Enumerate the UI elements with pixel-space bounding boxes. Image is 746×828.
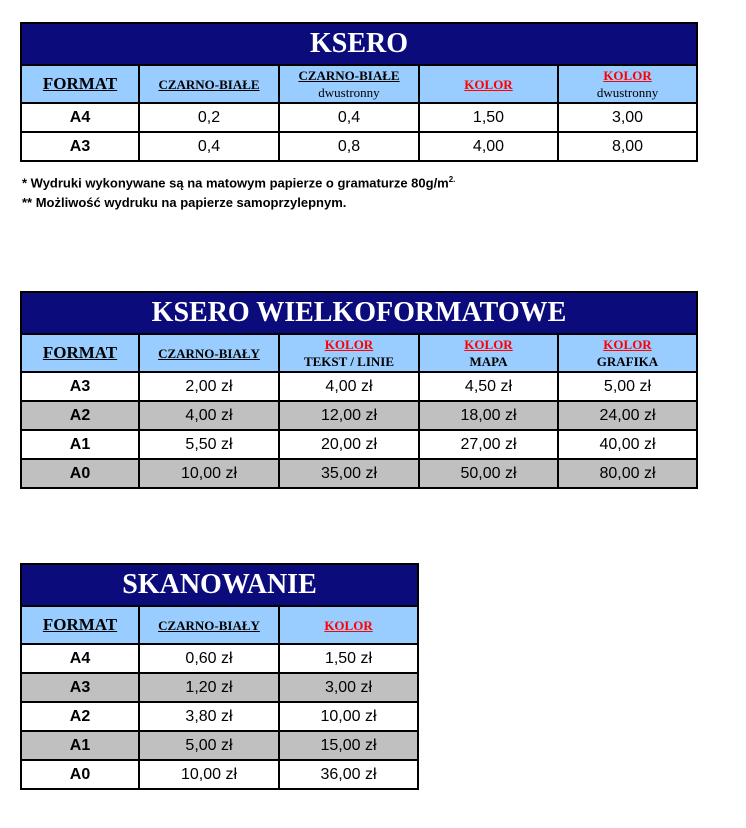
format-cell: A4: [21, 103, 139, 132]
format-cell: A1: [21, 430, 139, 459]
price-cell: 0,8: [279, 132, 419, 161]
ksero-color-duplex-header: KOLOR dwustronny: [558, 65, 697, 103]
price-cell: 5,50 zł: [139, 430, 279, 459]
price-cell: 0,4: [279, 103, 419, 132]
format-cell: A0: [21, 459, 139, 488]
price-cell: 12,00 zł: [279, 401, 419, 430]
skan-bw-header: CZARNO-BIAŁY: [139, 606, 279, 644]
wielko-format-header: FORMAT: [21, 334, 139, 372]
price-cell: 5,00 zł: [558, 372, 697, 401]
format-cell: A0: [21, 760, 139, 789]
table-row: [21, 760, 418, 789]
price-cell: 80,00 zł: [558, 459, 697, 488]
price-cell: 15,00 zł: [279, 731, 418, 760]
price-cell: 20,00 zł: [279, 430, 419, 459]
format-cell: A3: [21, 673, 139, 702]
ksero-header-row: [21, 65, 697, 103]
price-cell: 4,00 zł: [279, 372, 419, 401]
price-cell: 4,00: [419, 132, 558, 161]
price-cell: 4,50 zł: [419, 372, 558, 401]
ksero-title: KSERO: [21, 23, 697, 65]
wielko-text-header: KOLOR TEKST / LINIE: [279, 334, 419, 372]
price-cell: 18,00 zł: [419, 401, 558, 430]
format-cell: A2: [21, 702, 139, 731]
price-cell: 3,80 zł: [139, 702, 279, 731]
table-row: [21, 401, 697, 430]
price-cell: 27,00 zł: [419, 430, 558, 459]
ksero-bw-duplex-header: CZARNO-BIAŁE dwustronny: [279, 65, 419, 103]
price-cell: 35,00 zł: [279, 459, 419, 488]
price-cell: 1,20 zł: [139, 673, 279, 702]
footnote-paper: * Wydruki wykonywane są na matowym papierze o gramaturze $80g/m^{2.}$: [22, 175, 456, 191]
price-cell: 10,00 zł: [279, 702, 418, 731]
table-row: [21, 459, 697, 488]
wielko-title: KSERO WIELKOFORMATOWE: [21, 292, 697, 334]
price-cell: 40,00 zł: [558, 430, 697, 459]
price-cell: 8,00: [558, 132, 697, 161]
wielko-graph-header: KOLOR GRAFIKA: [558, 334, 697, 372]
ksero-format-header: FORMAT: [21, 65, 139, 103]
price-cell: 1,50: [419, 103, 558, 132]
price-cell: 0,2: [139, 103, 279, 132]
format-cell: A4: [21, 644, 139, 673]
format-cell: A2: [21, 401, 139, 430]
skanowanie-table: [20, 563, 419, 790]
table-row: [21, 103, 697, 132]
price-cell: 10,00 zł: [139, 459, 279, 488]
footnote-sticker: ** Możliwość wydruku na papierze samoprzylepnym.: [22, 195, 347, 210]
format-cell: A3: [21, 132, 139, 161]
wielko-header-row: [21, 334, 697, 372]
price-cell: 0,60 zł: [139, 644, 279, 673]
table-row: [21, 430, 697, 459]
ksero-bw-header: CZARNO-BIAŁE: [139, 65, 279, 103]
format-cell: A1: [21, 731, 139, 760]
table-row: [21, 702, 418, 731]
price-cell: 3,00: [558, 103, 697, 132]
price-cell: 24,00 zł: [558, 401, 697, 430]
skan-title: SKANOWANIE: [21, 564, 418, 606]
price-cell: 3,00 zł: [279, 673, 418, 702]
wielkoformatowe-table: [20, 291, 698, 489]
table-row: [21, 372, 697, 401]
price-cell: 10,00 zł: [139, 760, 279, 789]
skan-format-header: FORMAT: [21, 606, 139, 644]
ksero-table: [20, 22, 698, 162]
wielko-bw-header: CZARNO-BIAŁY: [139, 334, 279, 372]
price-cell: 36,00 zł: [279, 760, 418, 789]
price-cell: 2,00 zł: [139, 372, 279, 401]
wielko-map-header: KOLOR MAPA: [419, 334, 558, 372]
format-cell: A3: [21, 372, 139, 401]
price-cell: 5,00 zł: [139, 731, 279, 760]
table-row: [21, 644, 418, 673]
price-cell: 4,00 zł: [139, 401, 279, 430]
skan-color-header: KOLOR: [279, 606, 418, 644]
ksero-color-header: KOLOR: [419, 65, 558, 103]
table-row: [21, 673, 418, 702]
table-row: [21, 132, 697, 161]
price-cell: 0,4: [139, 132, 279, 161]
price-cell: 1,50 zł: [279, 644, 418, 673]
skan-header-row: [21, 606, 418, 644]
price-cell: 50,00 zł: [419, 459, 558, 488]
table-row: [21, 731, 418, 760]
